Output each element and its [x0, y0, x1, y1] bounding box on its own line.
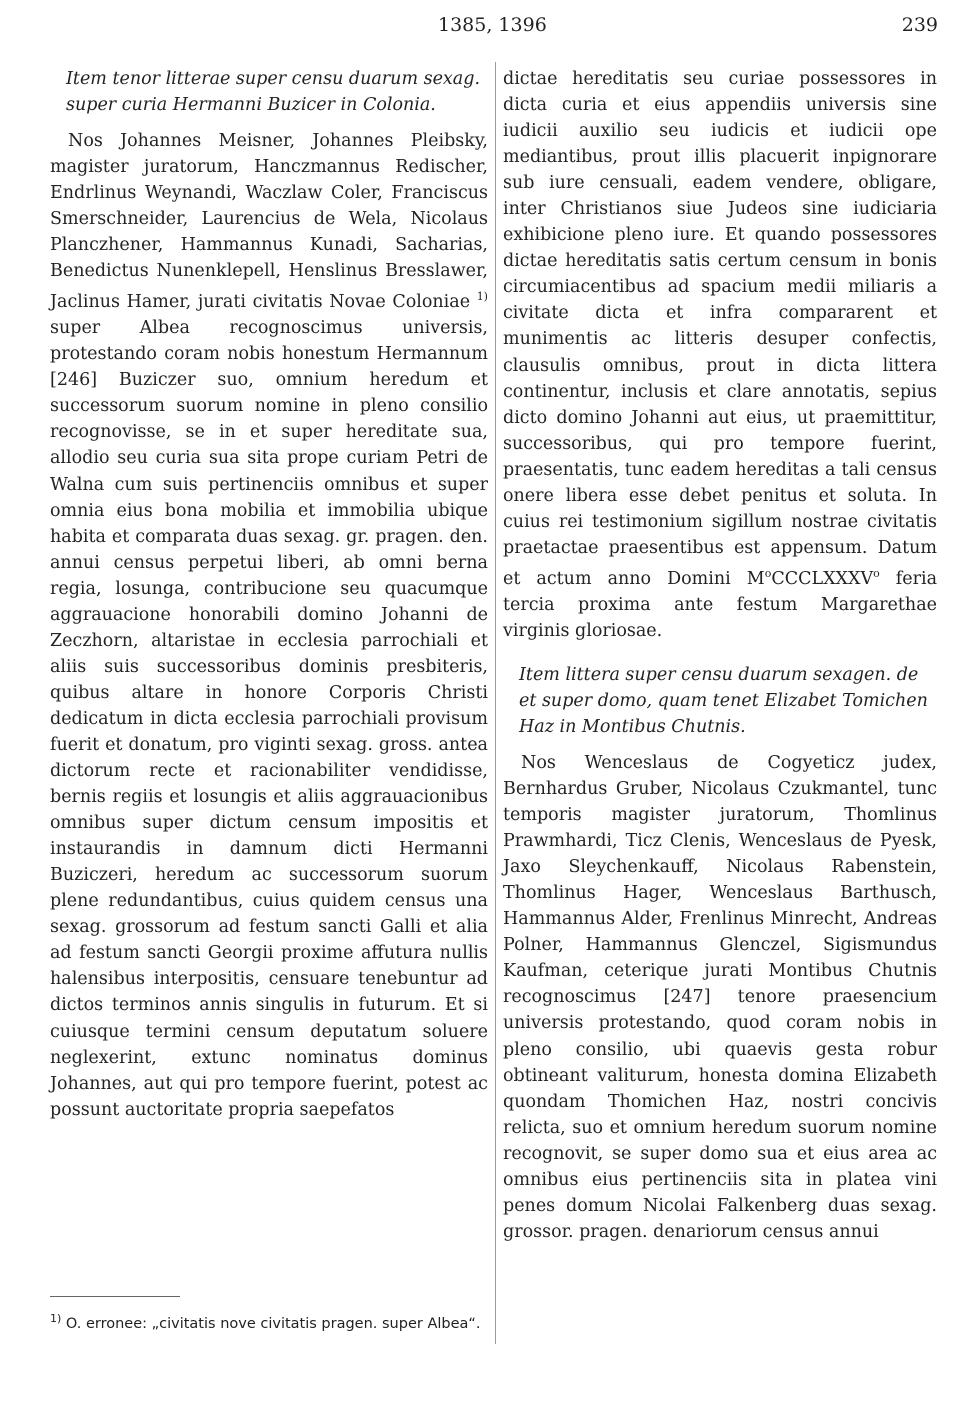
charter-text-left-part1: Nos Johannes Meisner, Johannes Pleibsky, magister juratorum, Hanczmannus Redischer, Endrlinus Weynandi, Waczlaw Coler, Franciscus Smerschneider, Laurencius de Wela, Nicolaus Planczhener, Hammannus Kunadi, Sacharias, Benedictus Nunenklepell, Henslinus Bresslawer, Jaclinus Hamer, jurati civitatis Novae Coloniae	[50, 131, 488, 313]
right-column	[503, 66, 937, 1245]
charter-text-left	[50, 128, 488, 1123]
page-header	[30, 14, 938, 42]
footnote-mark: 1)	[50, 1312, 62, 1325]
rubric-left: Item tenor litterae super censu duarum sexag. super curia Hermanni Buzicer in Colonia.	[66, 69, 481, 116]
charter-text-right: Nos Wenceslaus de Cogyeticz judex, Bernhardus Gruber, Nicolaus Czukmantel, tunc temporis magister juratorum, Thomlinus Prawmhardi, Ticz Clenis, Wenceslaus de Pyesk, Jaxo Sleychenkauff, Nicolaus Rabenstein, Thomlinus Hager, Wenceslaus Barthusch, Hammannus Alder, Frenlinus Minrecht, Andreas Polner, Hammannus Glenczel, Sigismundus Kaufman, ceterique jurati Montibus Chutnis recognoscimus [247] tenore praesencium universis protestando, quod coram nobis in pleno consilio, ubi quaevis gesta robur obtineant valiturum, honesta domina Elizabeth quondam Thomichen Haz, nostri concivis relicta, suo et omnium heredum suorum nomine recognovit, se super domo sua et eius area ac omnibus eius pertinenciis sita in platea vini penes domum Nicolai Falkenberg duas sexag. grossor. pragen. denariorum census annui	[503, 753, 937, 1242]
rubric-right: Item littera super censu duarum sexagen. de et super domo, quam tenet Elizabet Tomichen Haz in Montibus Chutnis.	[519, 664, 928, 737]
continuation-text: dictae hereditatis seu curiae possessores in dicta curia et eius appendiis universis sine iudicii auxilio seu iudicis et iudicii ope mediantibus, prout illis placuerit inpignorare sub iure censuali, eadem vendere, obligare, inter Christianos siue Judeos sine iudiciaria exhibicione pleno iure. Et quando possessores dictae hereditatis satis certum censum in bonis circumiacentibus ad spacium medii miliaris a civitate dicta et infra compararent et munimentis ac litteris desuper confectis, clausulis omnibus, prout in dicta littera continentur, inclusis et clare annotatis, sepius dicto domino Johanni aut eius, ut praemittitur, successoribus, qui pro tempore fuerint, praesentatis, tunc eadem hereditas a tali census onere libera esse debet penitus et soluta. In cuius rei testimonium sigillum nostrae civitatis praetactae praesentibus est appensum. Datum et actum anno Domini M	[503, 69, 937, 589]
page-number: 239	[901, 14, 938, 36]
column-divider	[495, 62, 496, 1344]
footnote-text: O. erronee: „civitatis nove civitatis pragen. super Albea“.	[61, 1316, 481, 1332]
continuation-end: feria tercia proxima ante festum Margarethae virginis gloriosae.	[503, 568, 938, 641]
header-years: 1385, 1396	[438, 14, 547, 36]
charter-continuation	[503, 66, 937, 644]
charter-text-left-part2: super Albea recognoscimus universis, protestando coram nobis honestum Hermannum [246] Buziczer suo, omnium heredum et successorum suorum nomine in pleno consilio recognovisse, se in et super hereditate sua, allodio seu curia sua sita prope curiam Petri de Walna cum suis pertinenciis omnibus et super omnia eius bona mobilia et immobilia ubique habita et comparata duas sexag. gr. pragen. den. annui census perpetui liberi, ab omni berna regia, losunga, contribucione seu quacumque aggrauacione honorabili domino Johanni de Zeczhorn, altaristae in ecclesia parrochiali et aliis suis successoribus dominis presbiteris, quibus altare in honore Corporis Christi dedicatum in dicta ecclesia parrochiali provisum fuerit et donatum, pro viginti sexag. gross. antea dictorum recte et racionabiliter vendidisse, bernis regiis et losungis et aliis aggrauacionibus omnibus super dictum censum impositis et instaurandis in damnum dicti Hermanni Buziczeri, heredum ac successorum suorum plene redundantibus, cuius quidem census una sexag. grossorum ad festum sancti Galli et alia ad festum sancti Georgii proxime affutura nullis halensibus interpositis, censuare tenebuntur ad dictos terminos annis singulis in futurum. Et si cuiusque termini censum deputatum soluere neglexerint, extunc nominatus dominus Johannes, aut qui pro tempore fuerint, potest ac possunt auctoritate propria saepefatos	[50, 318, 488, 1120]
year-roman: CCCLXXXV	[771, 568, 874, 589]
footnote-reference[interactable]: 1)	[476, 290, 488, 304]
footnote	[50, 1308, 488, 1335]
ordinal-mark: o	[764, 566, 772, 580]
footnote-rule	[50, 1296, 180, 1297]
left-column	[50, 66, 488, 1123]
ordinal-mark-2: o	[873, 566, 880, 580]
section-gap	[503, 644, 937, 662]
